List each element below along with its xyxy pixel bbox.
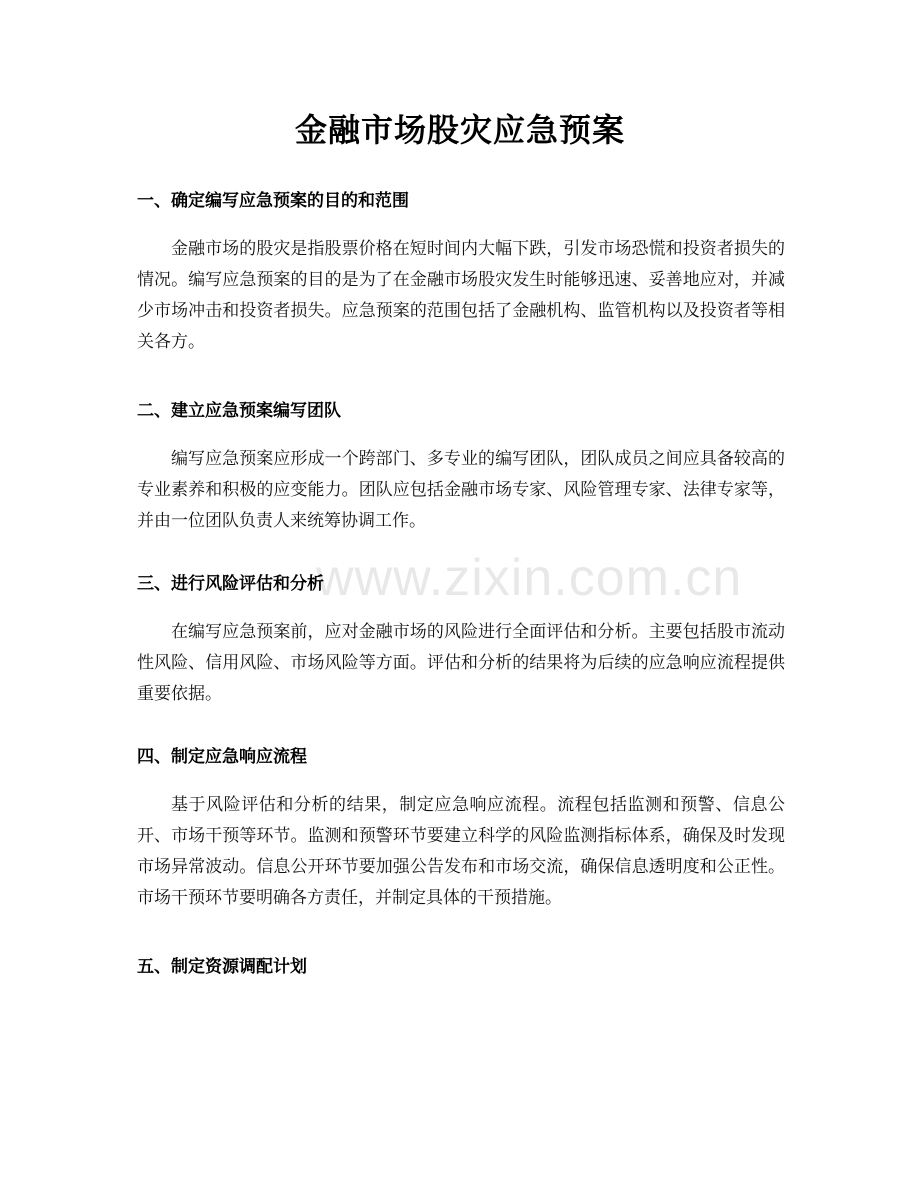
section-body-2: 编写应急预案应形成一个跨部门、多专业的编写团队，团队成员之间应具备较高的专业素养和积极的应变能力。团队应包括金融市场专家、风险管理专家、法律专家等，并由一位团队负责人来统筹协调工作。 [137, 449, 785, 531]
section-heading-5: 五、制定资源调配计划 [137, 957, 307, 977]
section-heading-3: 三、进行风险评估和分析 [137, 574, 324, 594]
section-heading-4: 四、制定应急响应流程 [137, 747, 307, 767]
section-body-3: 在编写应急预案前，应对金融市场的风险进行全面评估和分析。主要包括股市流动性风险、信用风险、市场风险等方面。评估和分析的结果将为后续的应急响应流程提供重要依据。 [137, 622, 785, 704]
document-title: 金融市场股灾应急预案 [294, 111, 625, 149]
section-body-4: 基于风险评估和分析的结果，制定应急响应流程。流程包括监测和预警、信息公开、市场干预等环节。监测和预警环节要建立科学的风险监测指标体系，确保及时发现市场异常波动。信息公开环节要加强公告发布和市场交流，确保信息透明度和公正性。市场干预环节要明确各方责任，并制定具体的干预措施。 [137, 795, 785, 908]
watermark: www.zixin.com.cn [316, 549, 743, 607]
section-heading-2: 二、建立应急预案编写团队 [137, 401, 341, 421]
section-heading-1: 一、确定编写应急预案的目的和范围 [137, 191, 409, 211]
section-body-1: 金融市场的股灾是指股票价格在短时间内大幅下跌，引发市场恐慌和投资者损失的情况。编写应急预案的目的是为了在金融市场股灾发生时能够迅速、妥善地应对，并减少市场冲击和投资者损失。应急预案的范围包括了金融机构、监管机构以及投资者等相关各方。 [137, 239, 785, 352]
